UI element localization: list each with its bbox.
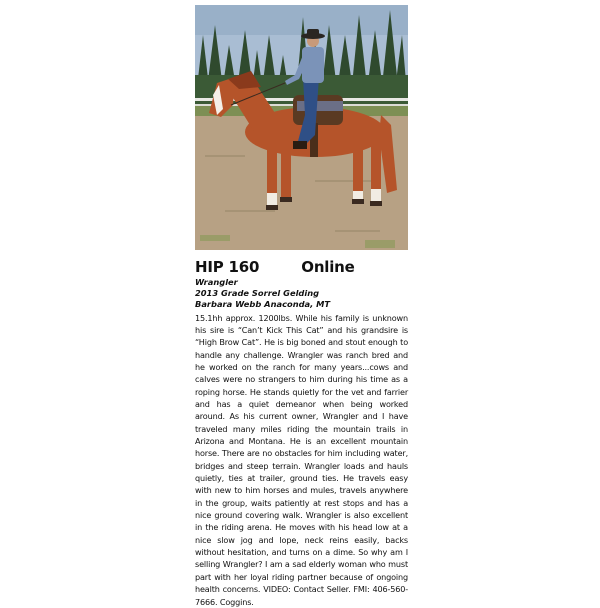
horse-name: Wrangler — [195, 277, 238, 287]
horse-description: 2013 Grade Sorrel Gelding — [195, 288, 320, 299]
sale-type: Online — [301, 258, 355, 276]
horse-and-rider-photo — [195, 5, 408, 250]
hip-number: HIP 160 — [195, 258, 260, 276]
consignor: Barbara Webb Anaconda, MT — [195, 299, 331, 310]
hip-heading — [195, 257, 408, 277]
listing-text — [195, 257, 408, 608]
listing-description: 15.1hh approx. 1200lbs. While his family is unknown his sire is “Can’t Kick This Cat” and his grandsire is “High Brow Cat”. He is big boned and stout enough to handle any challenge. Wrangler was ranch bred and he worked on the ranch for many years...cows and calves were no strangers to him during his time as a roping horse. He stands quietly for the vet and farrier and has a quiet demeanor when being worked around. As his current owner, Wrangler and I have traveled many miles riding the mountain trails in Arizona and Montana. He is an excellent mountain horse. There are no obstacles for him including water, bridges and steep terrain. Wrangler loads and hauls quietly, ties at trailer, ground ties. He travels easy with new to him horses and mules, travels anywhere in the group, waits patiently at rest stops and has a nice ground covering walk. Wrangler is also excellent in the riding arena. He moves with his head low at a nice slow jog and lope, neck reins easily, backs without hesitation, and turns on a dime. So why am I selling Wrangler? I am a sad elderly woman who must part with her loyal riding partner because of ongoing health concerns. VIDEO: Contact Seller. FMI: 406-560-7666. Coggins. — [195, 312, 408, 607]
